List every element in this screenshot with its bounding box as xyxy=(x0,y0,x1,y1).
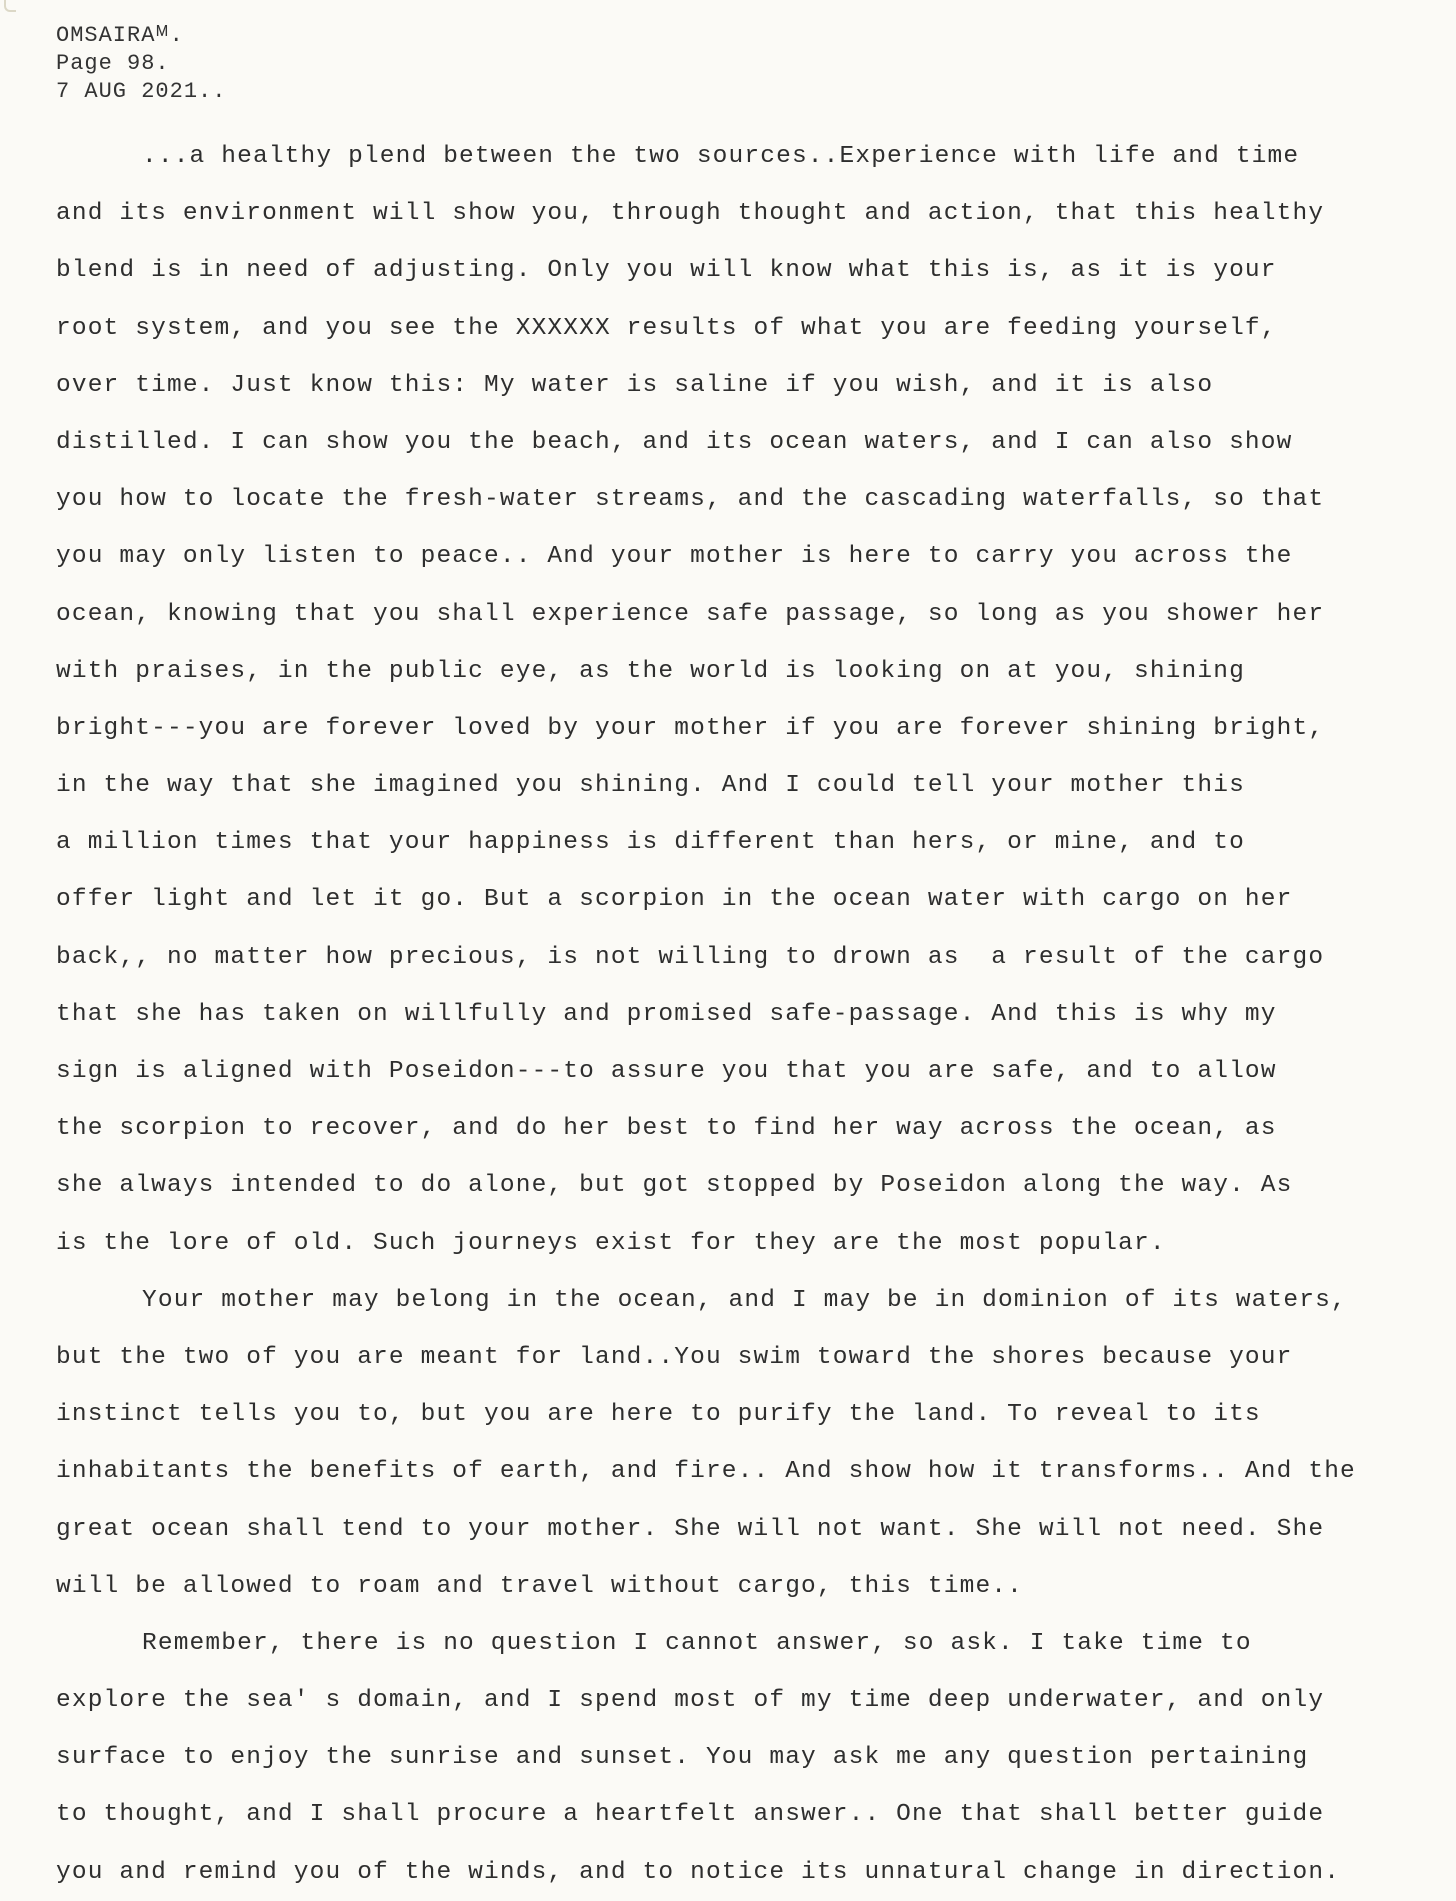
text-line: instinct tells you to, but you are here to purify the land. To reveal to its xyxy=(56,1401,1261,1429)
text-line: will be allowed to roam and travel without cargo, this time.. xyxy=(56,1572,1023,1600)
text-line: you and remind you of the winds, and to notice its unnatural change in direction. xyxy=(56,1858,1341,1886)
text-line: back,, no matter how precious, is not willing to drown as a result of the cargo xyxy=(56,943,1325,971)
text-line: surface to enjoy the sunrise and sunset. You may ask me any question pertaining xyxy=(56,1744,1309,1772)
text-line: with praises, in the public eye, as the world is looking on at you, shining xyxy=(56,657,1245,685)
text-line: is the lore of old. Such journeys exist for they are the most popular. xyxy=(56,1229,1166,1257)
header-date: 7 AUG 2021.. xyxy=(56,79,227,104)
text-line: root system, and you see the XXXXXX results of what you are feeding yourself, xyxy=(56,314,1277,342)
text-line: in the way that she imagined you shining. And I could tell your mother this xyxy=(56,772,1245,800)
text-line: sign is aligned with Poseidon---to assure you that you are safe, and to allow xyxy=(56,1058,1277,1085)
text-line: bright---you are forever loved by your mother if you are forever shining bright, xyxy=(56,714,1325,742)
text-line: Remember, there is no question I cannot answer, so ask. I take time to xyxy=(142,1629,1252,1657)
page-header xyxy=(56,22,226,106)
text-line: distilled. I can show you the beach, and its ocean waters, and I can also show xyxy=(56,428,1293,456)
header-page-number: Page 98. xyxy=(56,51,170,76)
text-line: ...a healthy plend between the two sources..Experience with life and time xyxy=(142,143,1300,170)
text-line: to thought, and I shall procure a heartfelt answer.. One that shall better guide xyxy=(56,1801,1325,1829)
corner-pencil-mark xyxy=(4,0,16,12)
text-line: inhabitants the benefits of earth, and fire.. And show how it transforms.. And the xyxy=(56,1458,1356,1486)
text-line: a million times that your happiness is different than hers, or mine, and to xyxy=(56,829,1245,857)
text-line: she always intended to do alone, but got stopped by Poseidon along the way. As xyxy=(56,1172,1293,1200)
text-line: and its environment will show you, through thought and action, that this healthy xyxy=(56,200,1325,228)
text-line: great ocean shall tend to your mother. She will not want. She will not need. She xyxy=(56,1515,1325,1543)
text-line: ocean, knowing that you shall experience safe passage, so long as you shower her xyxy=(56,600,1325,628)
text-line: over time. Just know this: My water is saline if you wish, and it is also xyxy=(56,371,1214,399)
text-line: that she has taken on willfully and promised safe-passage. And this is why my xyxy=(56,1000,1277,1028)
body-text xyxy=(56,128,1426,1901)
text-line: explore the sea' s domain, and I spend most of my time deep underwater, and only xyxy=(56,1687,1325,1715)
text-line: Your mother may belong in the ocean, and I may be in dominion of its waters, xyxy=(142,1286,1347,1314)
text-line: the scorpion to recover, and do her best to find her way across the ocean, as xyxy=(56,1115,1277,1143)
text-line: you may only listen to peace.. And your mother is here to carry you across the xyxy=(56,543,1293,571)
text-line: you how to locate the fresh-water streams, and the cascading waterfalls, so that xyxy=(56,486,1325,514)
text-line: but the two of you are meant for land..You swim toward the shores because your xyxy=(56,1343,1293,1371)
text-line: offer light and let it go. But a scorpion in the ocean water with cargo on her xyxy=(56,886,1293,914)
header-title: OMSAIRAᴹ. xyxy=(56,23,184,48)
text-line: blend is in need of adjusting. Only you will know what this is, as it is your xyxy=(56,257,1277,285)
